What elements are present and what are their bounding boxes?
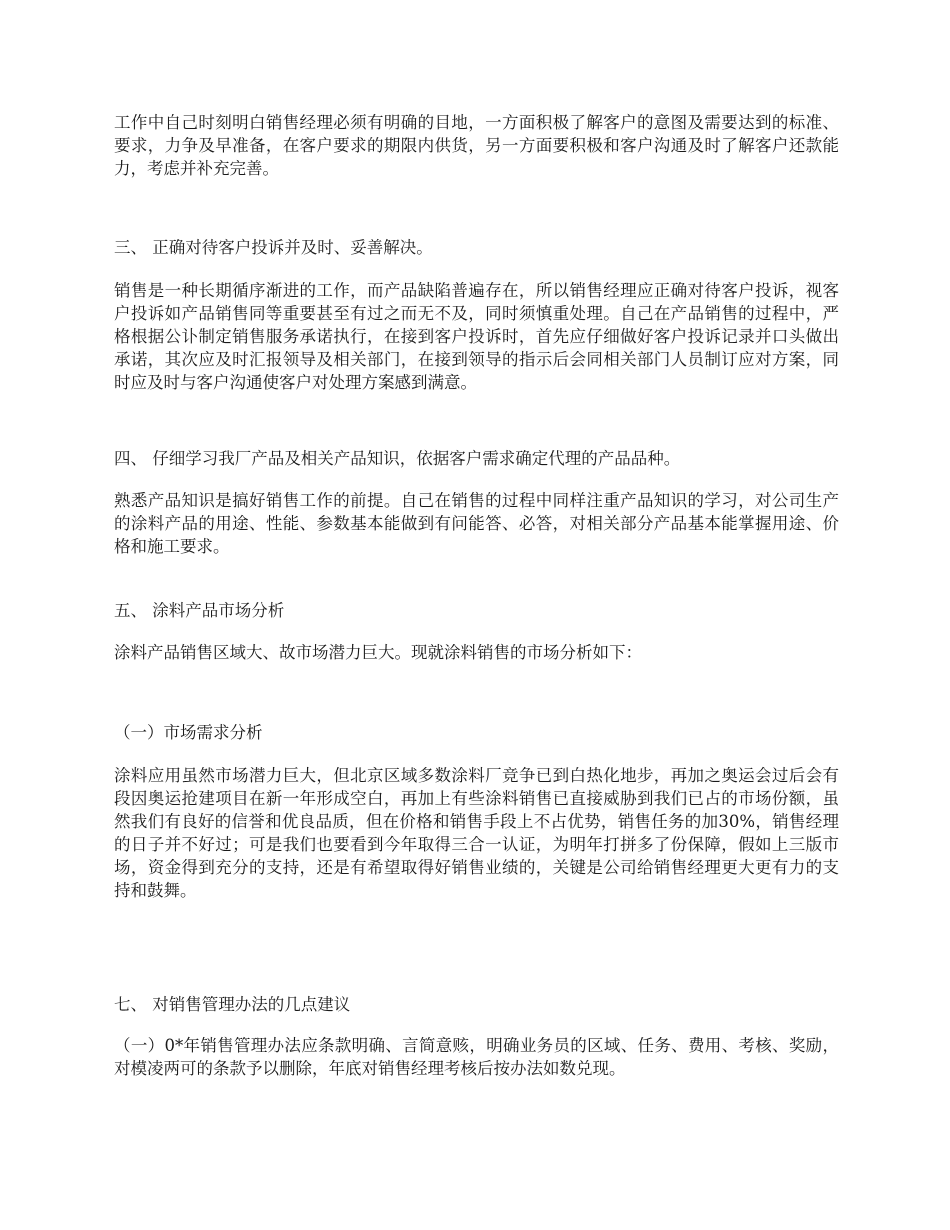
heading-section-4: 四、 仔细学习我厂产品及相关产品知识，依据客户需求确定代理的产品品种。 — [114, 449, 681, 468]
paragraph-market-intro: 涂料产品销售区域大、故市场潜力巨大。现就涂料销售的市场分析如下： — [114, 643, 642, 662]
paragraph-complaints: 销售是一种长期循序渐进的工作，而产品缺陷普遍存在，所以销售经理应正确对待客户投诉，视客户投诉如产品销售同等重要甚至有过之而无不及，同时须慎重处理。自己在产品销售的过程中，严格根据公讣制定销售服务承诺执行，在接到客户投诉时，首先应仔细做好客户投诉记录并口头做出承诺，其次应及时汇报领导及相关部门，在接到领导的指示后会同相关部门人员制订应对方案，同时应及时与客户沟通使客户对处理方案感到满意。 — [114, 281, 839, 392]
heading-market-demand: （一）市场需求分析 — [114, 723, 263, 742]
paragraph-suggestion-1: （一）0*年销售管理办法应条款明确、言简意赅，明确业务员的区域、任务、费用、考核、奖励，对模凌两可的条款予以删除，年底对销售经理考核后按办法如数兑现。 — [114, 1036, 839, 1078]
heading-section-7: 七、 对销售管理办法的几点建议 — [114, 995, 351, 1014]
paragraph-customer-intent: 工作中自己时刻明白销售经理必须有明确的目地，一方面积极了解客户的意图及需要达到的标准、要求，力争及早准备，在客户要求的期限内供货，另一方面要积极和客户沟通及时了解客户还款能力，考虑并补充完善。 — [114, 113, 839, 178]
heading-section-3: 三、 正确对待客户投诉并及时、妥善解决。 — [114, 238, 433, 257]
paragraph-product-knowledge: 熟悉产品知识是搞好销售工作的前提。自己在销售的过程中同样注重产品知识的学习，对公司生产的涂料产品的用途、性能、参数基本能做到有问能答、必答，对相关部分产品基本能掌握用途、价格和施工要求。 — [114, 491, 839, 556]
paragraph-market-demand: 涂料应用虽然市场潜力巨大，但北京区域多数涂料厂竞争已到白热化地步，再加之奥运会过后会有段因奥运抢建项目在新一年形成空白，再加上有些涂料销售已直接威胁到我们已占的市场份额，虽然我们有良好的信誉和优良品质，但在价格和销售手段上不占优势，销售任务的加30%，销售经理的日子并不好过；可是我们也要看到今年取得三合一认证，为明年打拼多了份保障，假如上三版市场，资金得到充分的支持，还是有希望取得好销售业绩的，关键是公司给销售经理更大更有力的支持和鼓舞。 — [114, 766, 839, 900]
heading-section-5: 五、 涂料产品市场分析 — [114, 601, 285, 620]
